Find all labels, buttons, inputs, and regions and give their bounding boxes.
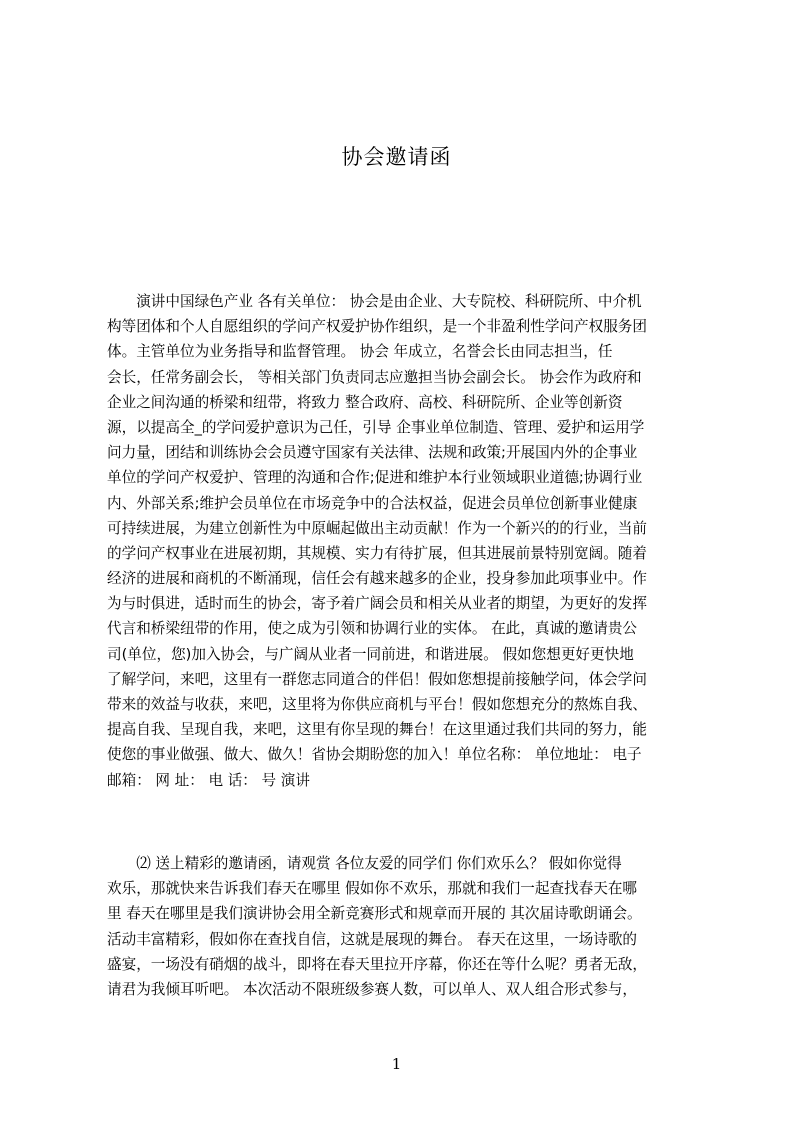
text-line: 问力量，团结和训练协会会员遵守国家有关法律、法规和政策;开展国内外的企事业 (107, 444, 638, 462)
text-line: 可持续进展，为建立创新性为中原崛起做出主动贡献！作为一个新兴的的行业，当前 (107, 519, 647, 537)
paragraph-invitation (107, 289, 697, 793)
page-number: 1 (391, 1055, 402, 1073)
text-line: 构等团体和个人自愿组织的学问产权爱护协作组织，是一个非盈利性学问产权服务团 (107, 318, 647, 336)
text-line: 盛宴，一场没有硝烟的战斗，即将在春天里拉开序幕，你还在等什么呢？勇者无敌， (107, 955, 647, 973)
text-line: 请君为我倾耳听吧。 本次活动不限班级参赛人数，可以单人、双人组合形式参与， (107, 980, 638, 998)
text-line: 为与时俱进，适时而生的协会，寄予着广阔会员和相关从业者的期望，为更好的发挥 (107, 595, 647, 613)
text-line: 体。主管单位为业务指导和监督管理。 协会 年成立，名誉会长由同志担当，任 (107, 343, 613, 361)
text-line: 单位的学问产权爱护、管理的沟通和合作;促进和维护本行业领域职业道德;协调行业 (107, 469, 643, 487)
text-line: 司(单位，您)加入协会，与广阔从业者一同前进，和谐进展。 假如您想更好更快地 (107, 645, 634, 663)
text-line: 了解学问，来吧，这里有一群您志同道合的伴侣！假如您想提前接触学问，体会学问 (107, 670, 647, 688)
text-line: 经济的进展和商机的不断涌现，信任会有越来越多的企业，投身参加此项事业中。作 (107, 570, 647, 588)
paragraph-poetry-event (107, 851, 697, 1002)
text-line: 带来的效益与收获，来吧，这里将为你供应商机与平台！假如您想充分的熬炼自我、 (107, 696, 647, 713)
text-line: 活动丰富精彩，假如你在查找自信，这就是展现的舞台。 春天在这里，一场诗歌的 (107, 930, 638, 948)
document-title: 协会邀请函 (341, 145, 452, 169)
text-line: 使您的事业做强、做大、做久！省协会期盼您的加入！单位名称： 单位地址： 电子 (107, 746, 642, 764)
text-line: 提高自我、呈现自我，来吧，这里有你呈现的舞台！在这里通过我们共同的努力，能 (107, 721, 647, 739)
text-line: 邮箱： 网 址： 电 话： 号 演讲 (107, 771, 310, 789)
text-line: 代言和桥梁纽带的作用，使之成为引领和协调行业的实体。 在此，真诚的邀请贵公 (107, 620, 638, 638)
text-line: ⑵ 送上精彩的邀请函，请观赏 各位友爱的同学们 你们欢乐么？ 假如你觉得 (107, 855, 622, 872)
text-line: 源，以提高全_的学问爱护意识为己任，引导 企事业单位制造、管理、爱护和运用学 (107, 418, 645, 436)
text-line: 内、外部关系;维护会员单位在市场竞争中的合法权益，促进会员单位创新事业健康 (107, 494, 638, 512)
text-line: 会长，任常务副会长， 等相关部门负责同志应邀担当协会副会长。 协会作为政府和 (107, 368, 642, 386)
text-line: 里 春天在哪里是我们演讲协会用全新竞赛形式和规章而开展的 其次届诗歌朗诵会。 (107, 905, 642, 923)
text-line: 欢乐，那就快来告诉我们春天在哪里 假如你不欢乐，那就和我们一起查找春天在哪 (107, 880, 638, 898)
text-line: 演讲中国绿色产业 各有关单位： 协会是由企业、大专院校、科研院所、中介机 (107, 293, 642, 310)
text-line: 的学问产权事业在进展初期，其规模、实力有待扩展，但其进展前景特别宽阔。随着 (107, 544, 647, 562)
text-line: 企业之间沟通的桥梁和纽带，将致力 整合政府、高校、科研院所、企业等创新资 (107, 393, 623, 411)
